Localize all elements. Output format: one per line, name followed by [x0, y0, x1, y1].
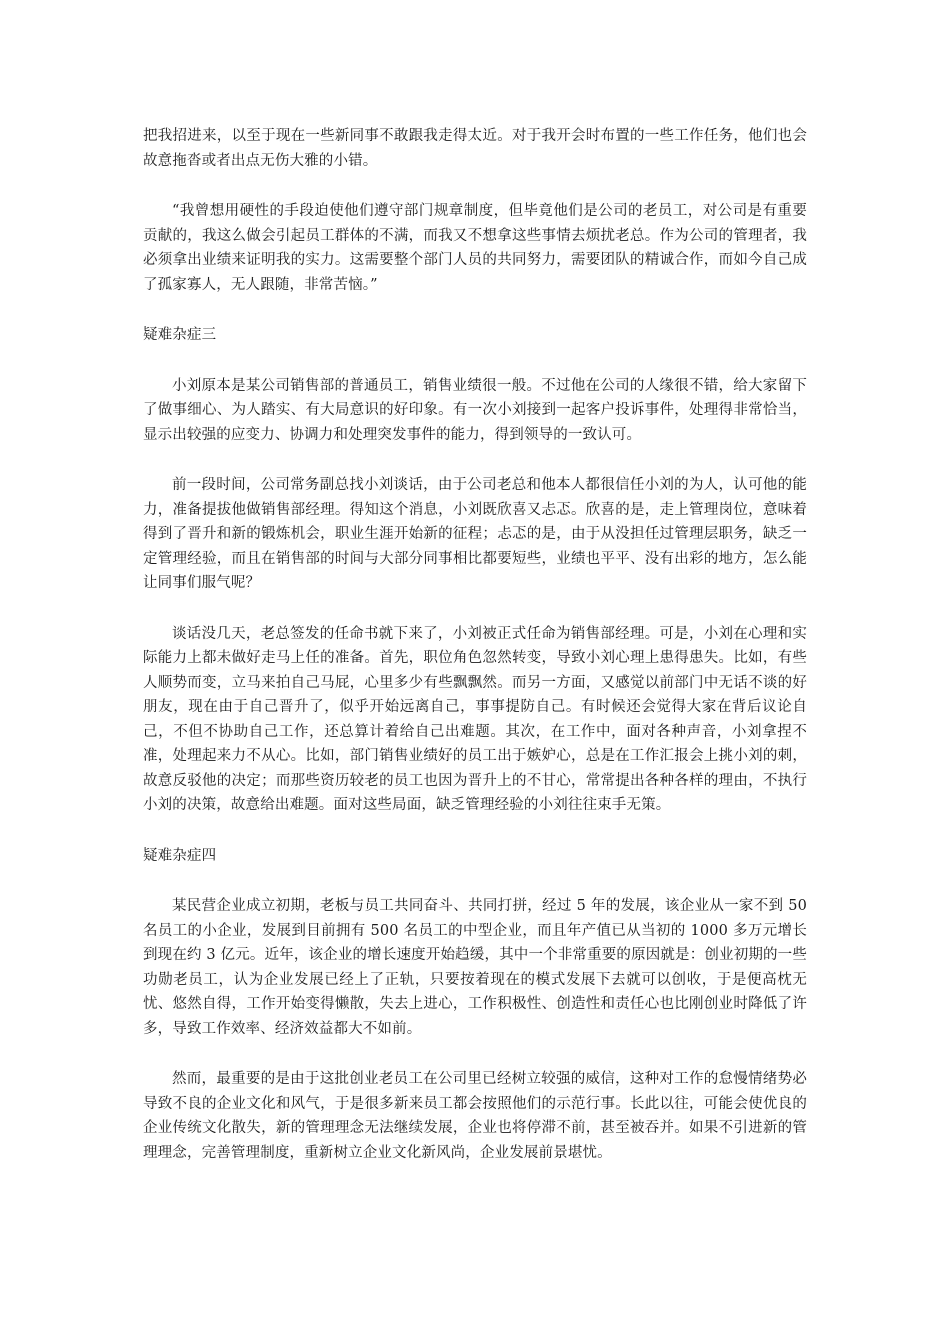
paragraph-case-three-problems: 谈话没几天，老总签发的任命书就下来了，小刘被正式任命为销售部经理。可是，小刘在心理和实际能力上都未做好走马上任的准备。首先，职位角色忽然转变，导致小刘心理上患得患失。比如，有些人顺势而变，立马来拍自己马屁，心里多少有些飘飘然。而另一方面，又感觉以前部门中无话不谈的好朋友，现在由于自己晋升了，似乎开始远离自己，事事提防自己。有时候还会觉得大家在背后议论自己，不但不协助自己工作，还总算计着给自己出难题。其次，在工作中，面对各种声音，小刘拿捏不准，处理起来力不从心。比如，部门销售业绩好的员工出于嫉妒心，总是在工作汇报会上挑小刘的刺，故意反驳他的决定；而那些资历较老的员工也因为晋升上的不甘心，常常提出各种各样的理由，不执行小刘的决策，故意给出难题。面对这些局面，缺乏管理经验的小刘往往束手无策。 [143, 625, 807, 813]
paragraph-case-four-intro: 某民营企业成立初期，老板与员工共同奋斗、共同打拼，经过 5 年的发展，该企业从一家不到 50 名员工的小企业，发展到目前拥有 500 名员工的中型企业，而且年产值已从当初的 1000 多万元增长到现在约 3 亿元。近年，该企业的增长速度开始趋缓，其中一个非常重要的原因就是：创业初期的一些功勋老员工，认为企业发展已经上了正轨，只要按着现在的模式发展下去就可以创收，于是便高枕无忧、悠然自得，工作开始变得懒散，失去上进心，工作积极性、创造性和责任心也比刚创业时降低了许多，导致工作效率、经济效益都大不如前。 [143, 898, 807, 1037]
section-heading-case-four: 疑难杂症四 [143, 847, 217, 864]
paragraph-case-three-intro: 小刘原本是某公司销售部的普通员工，销售业绩很一般。不过他在公司的人缘很不错，给大家留下了做事细心、为人踏实、有大局意识的好印象。有一次小刘接到一起客户投诉事件，处理得非常恰当，显示出较强的应变力、协调力和处理突发事件的能力，得到领导的一致认可。 [143, 377, 807, 443]
paragraph-case-three-promotion: 前一段时间，公司常务副总找小刘谈话，由于公司老总和他本人都很信任小刘的为人，认可他的能力，准备提拔他做销售部经理。得知这个消息，小刘既欣喜又忐忑。欣喜的是，走上管理岗位，意味着得到了晋升和新的锻炼机会，职业生涯开始新的征程；忐忑的是，由于从没担任过管理层职务，缺乏一定管理经验，而且在销售部的时间与大部分同事相比都要短些，业绩也平平、没有出彩的地方，怎么能让同事们服气呢？ [143, 477, 807, 591]
paragraph-intro-continuation: 把我招进来，以至于现在一些新同事不敢跟我走得太近。对于我开会时布置的一些工作任务，他们也会故意拖沓或者出点无伤大雅的小错。 [143, 128, 807, 169]
paragraph-quote: “我曾想用硬性的手段迫使他们遵守部门规章制度，但毕竟他们是公司的老员工，对公司是有重要贡献的，我这么做会引起员工群体的不满，而我又不想拿这些事情去烦扰老总。作为公司的管理者，我必须拿出业绩来证明我的实力。这需要整个部门人员的共同努力，需要团队的精诚合作，而如今自己成了孤家寡人，无人跟随，非常苦恼。” [143, 203, 807, 293]
section-heading-case-three: 疑难杂症三 [143, 327, 217, 343]
document-page [143, 124, 807, 1191]
paragraph-case-four-impact: 然而，最重要的是由于这批创业老员工在公司里已经树立较强的威信，这种对工作的怠慢情绪势必导致不良的企业文化和风气，于是很多新来员工都会按照他们的示范行事。长此以往，可能会使优良的企业传统文化散失，新的管理理念无法继续发展，企业也将停滞不前，甚至被吞并。如果不引进新的管理理念，完善管理制度，重新树立企业文化新风尚，企业发展前景堪忧。 [143, 1071, 807, 1161]
